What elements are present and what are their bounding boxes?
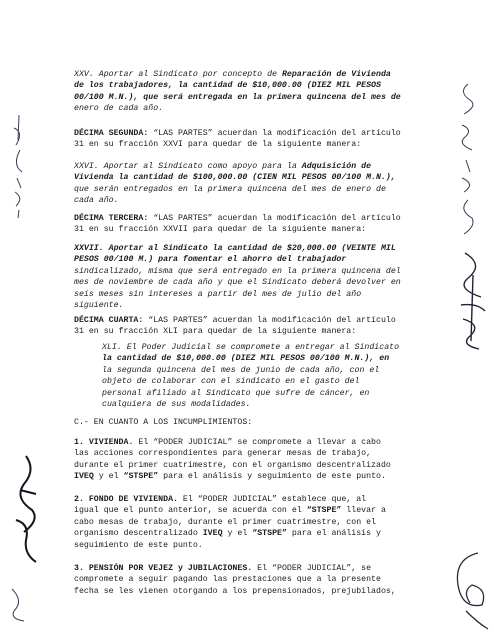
margin-signature-right-middle bbox=[455, 245, 491, 355]
decima-segunda-line2: 31 en su fracción XXVI para quedar de la siguiente manera: bbox=[74, 140, 362, 150]
item3-label: 3. PENSIÓN POR VEJEZ y JUBILACIONES. bbox=[74, 564, 253, 573]
item2-label: 2. FONDO DE VIVIENDA. bbox=[74, 495, 178, 504]
item-2-fondo-vivienda bbox=[74, 494, 446, 551]
xxv-line4: enero de cada año. bbox=[74, 104, 164, 114]
item2-line5: seguimiento de este punto. bbox=[74, 540, 203, 550]
xxvii-line4: mes de noviembre de cada año y que el Sindicato deberá devolver en bbox=[74, 278, 401, 288]
xxv-line1b: Reparación de Vivienda bbox=[281, 70, 391, 79]
item-1-vivienda bbox=[74, 437, 446, 483]
xxvii-line1: XXVII. Aportar al Sindicato la cantidad de $20,000.00 (VEINTE MIL bbox=[74, 244, 396, 253]
xli-line2: la cantidad de $10,000.00 (DIEZ MIL PESOS 00/100 M.N.), en bbox=[102, 354, 390, 364]
xxv-line1a: XXV. Aportar al Sindicato por concepto de bbox=[74, 70, 282, 79]
xli-line6: cualquiera de sus modalidades. bbox=[102, 400, 251, 410]
xxvi-line4: cada año. bbox=[74, 196, 119, 206]
item2-line2c: llevar a bbox=[341, 506, 386, 516]
item3-line3: fecha se les vienen otorgando a los prepensionados, prejubilados, bbox=[74, 586, 396, 596]
fraccion-xxvii bbox=[74, 243, 446, 311]
xxvi-line1b: Adquisición de bbox=[301, 162, 372, 171]
item1-line4d: para el análisis y seguimiento de este punto. bbox=[158, 472, 386, 482]
decima-tercera-line1: “LAS PARTES” acuerdan la modificación del artículo bbox=[148, 214, 401, 223]
item2-line3: cabo mesas de trabajo, durante el primer cuatrimestre, con el bbox=[74, 517, 376, 527]
fraccion-xli bbox=[102, 342, 445, 410]
item1-line3: durante el primer cuatrimestre, con el organismo descentralizado bbox=[74, 460, 391, 470]
item2-line4a: organismo descentralizado bbox=[74, 529, 203, 539]
xxvi-line2: Vivienda la cantidad de $100,000.00 (CIEN MIL PESOS 00/100 M.N.), bbox=[74, 173, 396, 183]
decima-segunda-label: DÉCIMA SEGUNDA: bbox=[74, 129, 149, 138]
item3-line2: compromete a seguir pagando las prestaciones que a la presente bbox=[74, 575, 381, 585]
xxvi-line1a: XXVI. Aportar al Sindicato como apoyo para la bbox=[74, 162, 302, 171]
item2-line2a: igual que el punto anterior, se acuerda con el bbox=[74, 506, 307, 516]
margin-signature-right-top bbox=[450, 80, 485, 240]
xli-line3: la segunda quincena del mes de junio de cada año, con el bbox=[102, 365, 380, 375]
item-3-pension bbox=[74, 563, 446, 597]
decima-cuarta-label: DÉCIMA CUARTA: bbox=[74, 316, 144, 325]
xxvii-line6: siguiente. bbox=[74, 301, 124, 311]
clausula-decima-tercera bbox=[74, 213, 446, 236]
item1-line4a: IVEQ bbox=[74, 472, 94, 482]
item2-line4c: y el bbox=[222, 529, 253, 539]
margin-mark-left-bottom bbox=[6, 585, 34, 625]
clausula-decima-cuarta bbox=[74, 315, 446, 338]
xli-line5: personal afiliado al Sindicato que sufre de cáncer, en bbox=[102, 388, 370, 398]
item2-line2b: “STSPE” bbox=[306, 506, 342, 516]
xxvi-line3: que serán entregados en la primera quincena del mes de enero de bbox=[74, 184, 386, 194]
section-c-title: C.- EN CUANTO A LOS INCUMPLIMIENTOS: bbox=[74, 418, 253, 427]
item2-line4d: “STSPE” bbox=[252, 529, 287, 539]
margin-signature-right-bottom bbox=[448, 545, 492, 635]
margin-signature-left-bottom bbox=[6, 450, 46, 570]
xli-line4: objeto de colaborar con el sindicato en el gasto del bbox=[102, 377, 360, 387]
xxvii-line3: sindicalizado, misma que será entregado en la primera quincena del bbox=[74, 266, 401, 276]
item2-line1: El “PODER JUDICIAL” establece que, al bbox=[177, 495, 367, 504]
xxv-line3: 00/100 M.N.), que será entregada en la primera quincena del mes de bbox=[74, 92, 401, 102]
decima-tercera-label: DÉCIMA TERCERA: bbox=[74, 214, 149, 223]
section-c-heading bbox=[74, 417, 446, 428]
decima-cuarta-line2: 31 en su fracción XLI para quedar de la siguiente manera: bbox=[74, 327, 357, 337]
item1-line2: las acciones correspondientes para generar mesas de trabajo, bbox=[74, 449, 372, 459]
decima-tercera-line2: 31 en su fracción XXVII para quedar de la siguiente manera: bbox=[74, 225, 367, 235]
decima-cuarta-line1: “LAS PARTES” acuerdan la modificación del artículo bbox=[143, 316, 396, 325]
fraccion-xxvi bbox=[74, 161, 446, 207]
xxv-line2: de los trabajadores, la cantidad de $10,000.00 (DIEZ MIL PESOS bbox=[74, 81, 381, 91]
xli-line1: XLI. El Poder Judicial se compromete a entregar al Sindicato bbox=[102, 343, 400, 352]
margin-initials-left-top bbox=[4, 110, 34, 220]
decima-segunda-line1: “LAS PARTES” acuerdan la modificación del artículo bbox=[148, 129, 401, 138]
item2-line4b: IVEQ bbox=[202, 529, 223, 539]
item1-line4c: “STSPE” bbox=[123, 472, 159, 482]
item1-line1: El “PODER JUDICIAL” se compromete a llevar a cabo bbox=[133, 438, 381, 447]
item3-line1: El “PODER JUDICIAL”, se bbox=[252, 564, 372, 573]
item1-line4b: y el bbox=[93, 472, 124, 482]
clausula-decima-segunda bbox=[74, 128, 446, 151]
fraccion-xxv bbox=[74, 69, 446, 115]
xxvii-line2: PESOS 00/100 M.) para fomentar el ahorro del trabajador bbox=[74, 255, 347, 265]
xxvii-line5: seis meses sin intereses a partir del mes de julio del año bbox=[74, 289, 362, 299]
item2-line4e: para el análisis y bbox=[286, 529, 381, 539]
item1-label: 1. VIVIENDA. bbox=[74, 438, 134, 447]
